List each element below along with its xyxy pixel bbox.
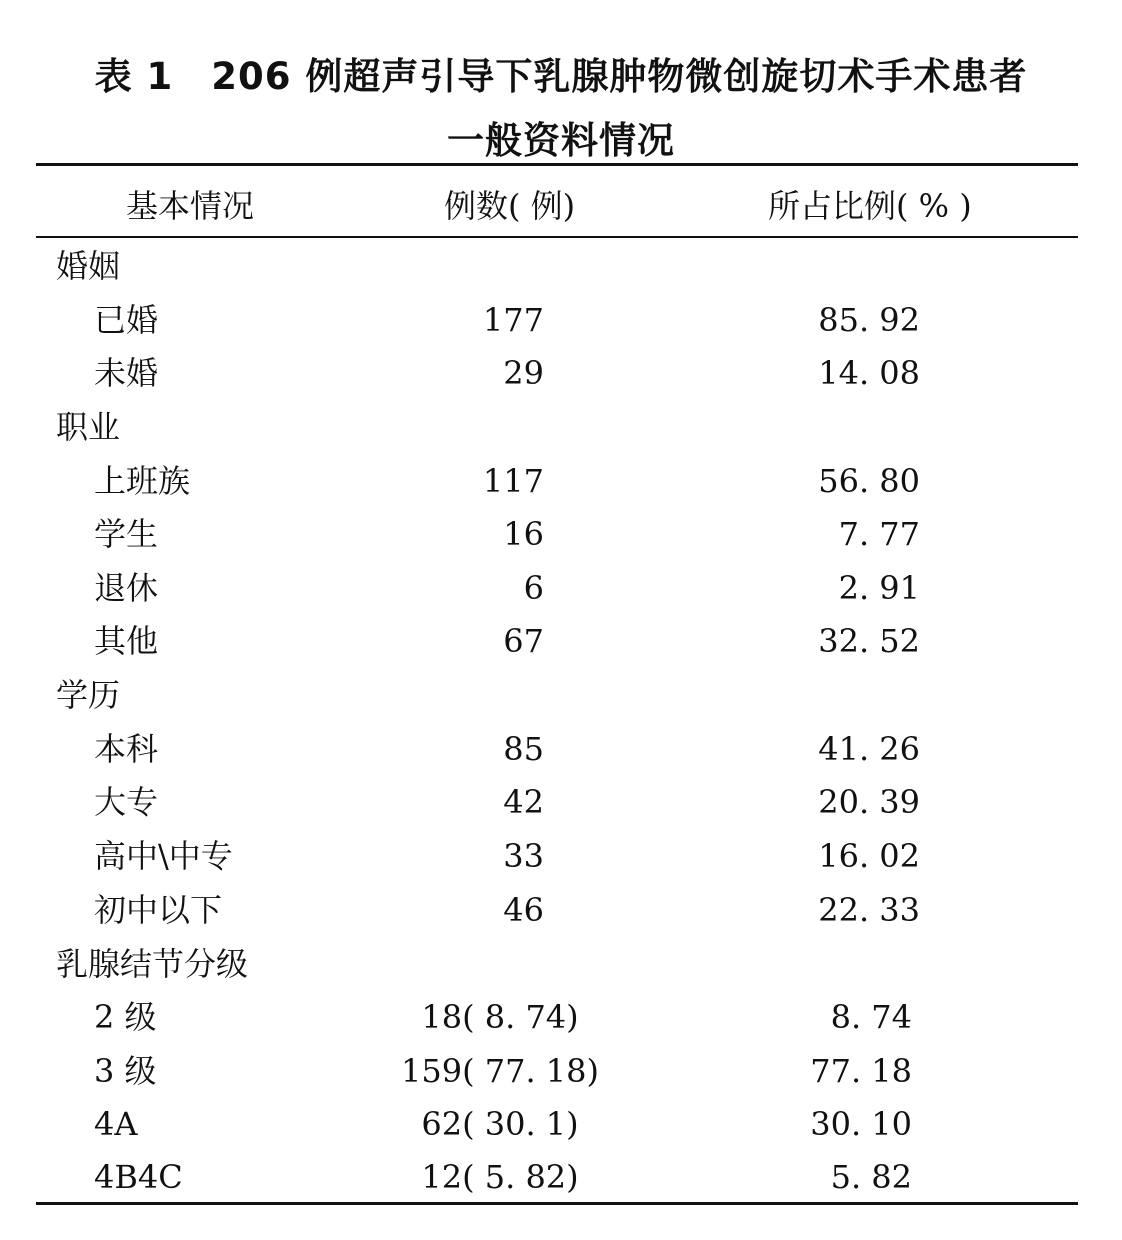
group-nodule-grade: 乳腺结节分级 — [56, 945, 249, 983]
top-rule — [36, 163, 1078, 166]
row-count: 12( 5. 82) — [421, 1158, 579, 1196]
table-title-line-1: 表 1 206 例超声引导下乳腺肿物微创旋切术手术患者 — [94, 55, 1028, 98]
row-percentage: 2. 91 — [838, 569, 920, 607]
row-count: 18( 8. 74) — [421, 998, 579, 1036]
group-education: 学历 — [56, 676, 121, 714]
row-percentage: 14. 08 — [818, 354, 920, 392]
row-count: 16 — [503, 515, 544, 553]
row-count: 177 — [482, 301, 544, 339]
group-occupation: 职业 — [56, 408, 121, 446]
row-percentage: 22. 33 — [818, 891, 920, 929]
bottom-rule — [36, 1202, 1078, 1205]
row-percentage: 77. 18 — [810, 1052, 912, 1090]
row-count: 159( 77. 18) — [401, 1052, 599, 1090]
header-basic-info: 基本情况 — [126, 187, 255, 225]
row-percentage: 56. 80 — [818, 462, 920, 500]
row-count: 46 — [503, 891, 544, 929]
row-percentage: 41. 26 — [818, 730, 920, 768]
row-label: 2 级 — [94, 998, 157, 1036]
group-marriage: 婚姻 — [56, 247, 121, 285]
row-percentage: 8. 74 — [830, 998, 912, 1036]
row-label: 未婚 — [94, 354, 159, 392]
row-label: 其他 — [94, 622, 159, 660]
row-label: 已婚 — [94, 301, 159, 339]
row-count: 33 — [503, 837, 544, 875]
row-count: 62( 30. 1) — [421, 1105, 579, 1143]
row-label: 退休 — [94, 569, 159, 607]
row-percentage: 5. 82 — [830, 1158, 912, 1196]
table-title-line-2: 一般资料情况 — [447, 119, 675, 162]
row-label: 4B4C — [94, 1158, 183, 1196]
row-label: 初中以下 — [94, 891, 223, 929]
row-label: 本科 — [94, 730, 159, 768]
row-label: 高中\中专 — [94, 837, 233, 875]
header-count: 例数( 例) — [444, 187, 576, 225]
row-label: 3 级 — [94, 1052, 157, 1090]
row-percentage: 16. 02 — [818, 837, 920, 875]
row-label: 大专 — [94, 783, 159, 821]
row-label: 学生 — [94, 515, 159, 553]
row-count: 42 — [503, 783, 544, 821]
row-percentage: 20. 39 — [818, 783, 920, 821]
row-label: 上班族 — [94, 462, 191, 500]
row-count: 6 — [523, 569, 544, 607]
row-label: 4A — [94, 1105, 138, 1143]
row-percentage: 85. 92 — [818, 301, 920, 339]
row-count: 117 — [482, 462, 544, 500]
row-percentage: 32. 52 — [818, 622, 920, 660]
row-count: 85 — [503, 730, 544, 768]
header-rule — [36, 236, 1078, 238]
row-count: 67 — [503, 622, 544, 660]
row-percentage: 7. 77 — [838, 515, 920, 553]
row-count: 29 — [503, 354, 544, 392]
header-percentage: 所占比例( % ) — [768, 187, 972, 225]
row-percentage: 30. 10 — [810, 1105, 912, 1143]
